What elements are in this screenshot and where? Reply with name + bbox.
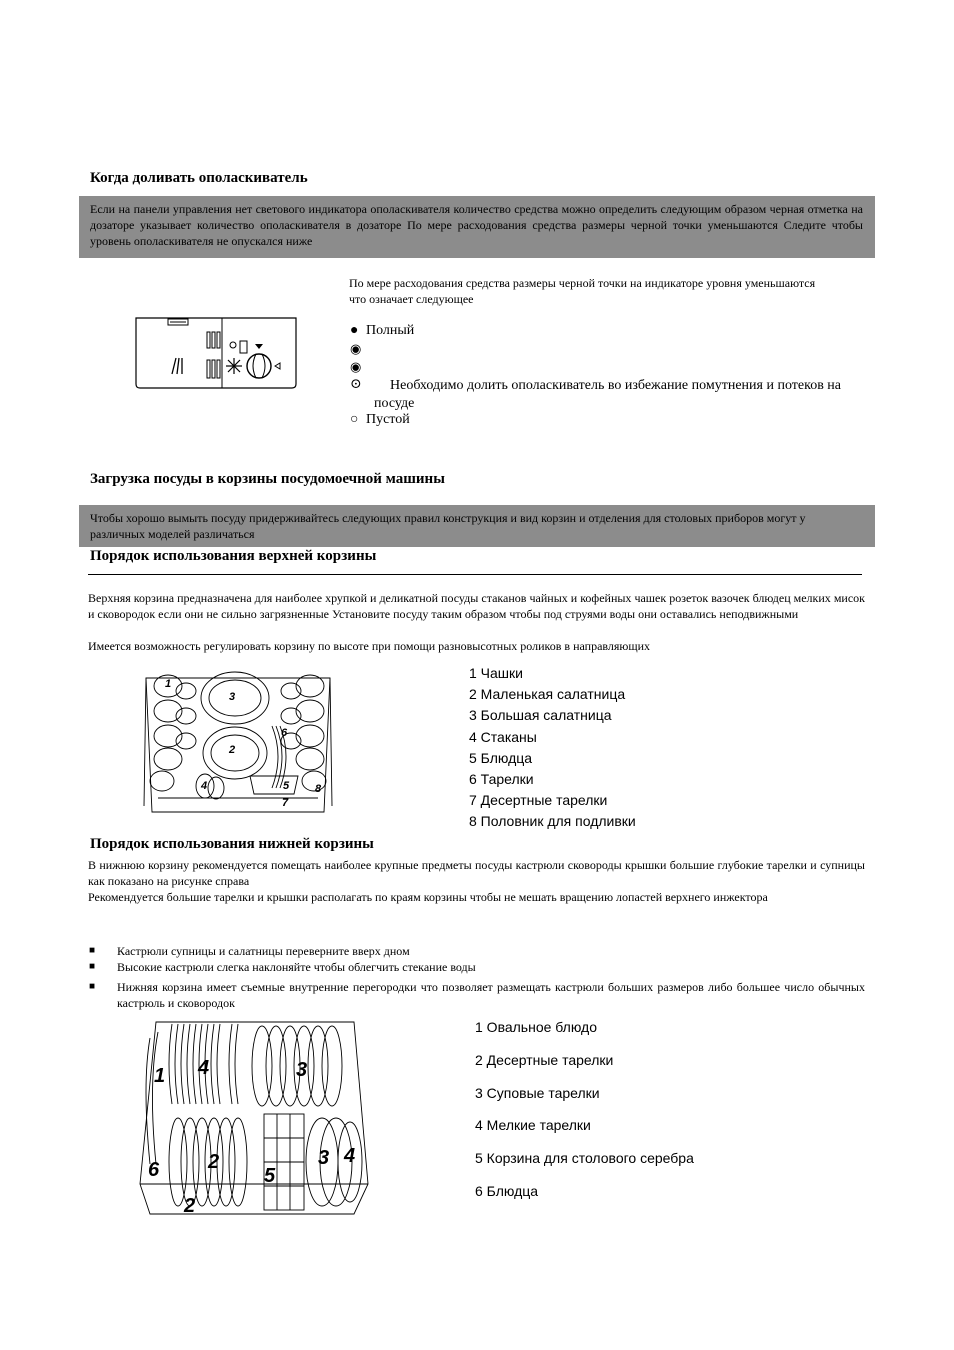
upper-divider [88, 574, 862, 575]
lower-item: 5 Корзина для столового серебра [475, 1150, 694, 1167]
upper-label-7: 7 [282, 797, 289, 809]
upper-basket-figure [138, 666, 338, 818]
level-empty [350, 412, 410, 430]
loading-heading: Загрузка посуды в корзины посудомоечной машины [90, 471, 445, 487]
bullet-icon: ■ [89, 981, 96, 992]
lower-item: 1 Овальное блюдо [475, 1019, 597, 1035]
bullet-text: Нижняя корзина имеет съемные внутренние перегородки что позволяет размещать кастрюли больших размеров либо большее число обычных кастрюль и сковородок [117, 980, 865, 1010]
bullet-icon: ■ [89, 945, 96, 956]
upper-item: 3 Большая салатница [469, 707, 612, 724]
rinse-level-list [350, 323, 850, 433]
lower-item-list [475, 1019, 694, 1216]
level-refill [350, 376, 840, 412]
bullet-item [89, 943, 865, 959]
small-dot-icon: ⊙ [350, 377, 362, 392]
bullet-text: Кастрюли супницы и салатницы переверните вверх дном [117, 944, 410, 958]
lower-label-6: 6 [148, 1159, 160, 1181]
lower-label-3: 3 [296, 1059, 308, 1081]
bullet-icon: ■ [89, 961, 96, 972]
lower-bullet-list [89, 943, 865, 1011]
upper-para2: Имеется возможность регулировать корзину по высоте при помощи разновысотных роликов в направляющих [88, 639, 651, 653]
upper-item: 6 Тарелки [469, 770, 534, 787]
upper-item: 7 Десертные тарелки [469, 792, 608, 809]
upper-item: 5 Блюдца [469, 749, 533, 766]
rinse-dispenser-figure [130, 314, 300, 392]
lower-label-4b: 4 [344, 1145, 356, 1167]
lower-label-4: 4 [198, 1057, 210, 1079]
upper-label-2: 2 [229, 744, 236, 756]
bullet-text: Высокие кастрюли слегка наклоняйте чтобы облегчить стекание воды [117, 960, 476, 974]
lower-label-1: 1 [154, 1065, 166, 1087]
empty-circle-icon: ○ [350, 412, 359, 427]
lower-label-2b: 2 [184, 1195, 196, 1217]
upper-label-6: 6 [281, 727, 288, 739]
upper-label-3: 3 [229, 691, 236, 703]
lower-item: 4 Мелкие тарелки [475, 1117, 591, 1134]
bullet-item [89, 979, 865, 1011]
upper-para1: Верхняя корзина предназначена для наиболее хрупкой и деликатной посуды стаканов чайных и кофейных чашек розеток вазочек блюдец мелких мисок и сковородок если они не сильно загрязненные Установите посуду таким образом чтобы под струями воды они оставались неподвижными [88, 591, 865, 621]
upper-heading: Порядок использования верхней корзины [90, 548, 377, 564]
lower-label-2: 2 [208, 1151, 220, 1173]
loading-note-box [79, 505, 875, 547]
rinse-intro: По мере расходования средства размеры черной точки на индикаторе уровня уменьшаются что означает следующее [349, 276, 816, 306]
upper-label-1: 1 [165, 678, 172, 690]
upper-item: 2 Маленькая салатница [469, 686, 626, 703]
lower-item: 6 Блюдца [475, 1182, 539, 1199]
level-refill-label: Необходимо долить ополаскиватель во избежание помутнения и потеков на посуде [374, 378, 842, 411]
level-half [350, 359, 361, 377]
level-full-label: Полный [365, 323, 415, 338]
level-full [350, 323, 414, 341]
loading-note-text: Чтобы хорошо вымыть посуду придерживайтесь следующих правил конструкция и вид корзин и отделения для столовых приборов могут у различных моделей различаться [90, 511, 806, 541]
level-empty-label: Пустой [365, 412, 410, 427]
full-dot-icon: ● [350, 323, 359, 338]
lower-label-5: 5 [264, 1165, 276, 1187]
level-three-quarter [350, 341, 361, 359]
upper-item: 4 Стаканы [469, 728, 537, 745]
lower-item: 3 Суповые тарелки [475, 1084, 600, 1101]
lower-item: 2 Десертные тарелки [475, 1051, 614, 1068]
bullet-item [89, 959, 865, 975]
three-quarter-dot-icon: ◉ [350, 341, 362, 356]
lower-para2: Рекомендуется большие тарелки и крышки располагать по краям корзины чтобы не мешать вращению лопастей верхнего инжектора [88, 890, 768, 904]
rinse-note-box [79, 196, 875, 258]
lower-heading: Порядок использования нижней корзины [90, 836, 374, 852]
upper-item: 1 Чашки [469, 665, 523, 681]
rinse-heading: Когда доливать ополаскиватель [90, 170, 308, 186]
upper-label-4: 4 [201, 780, 208, 792]
lower-para1: В нижнюю корзину рекомендуется помещать наиболее крупные предметы посуды кастрюли сковороды крышки большие глубокие тарелки и супницы как показано на рисунке справа [88, 858, 865, 888]
upper-item: 8 Половник для подливки [469, 813, 636, 830]
lower-basket-figure [136, 1014, 372, 1224]
upper-item-list [469, 665, 636, 835]
rinse-note-text: Если на панели управления нет светового индикатора ополаскивателя количество средства можно определить следующим образом черная отметка на дозаторе указывает количество ополаскивателя в дозаторе По мере расходования средства размеры черной точки уменьшаются Следите чтобы уровень ополаскивателя не опускался ниже [90, 202, 863, 248]
upper-label-5: 5 [283, 780, 290, 792]
half-dot-icon: ◉ [350, 359, 362, 374]
lower-label-3b: 3 [318, 1147, 330, 1169]
upper-label-8: 8 [315, 783, 322, 795]
